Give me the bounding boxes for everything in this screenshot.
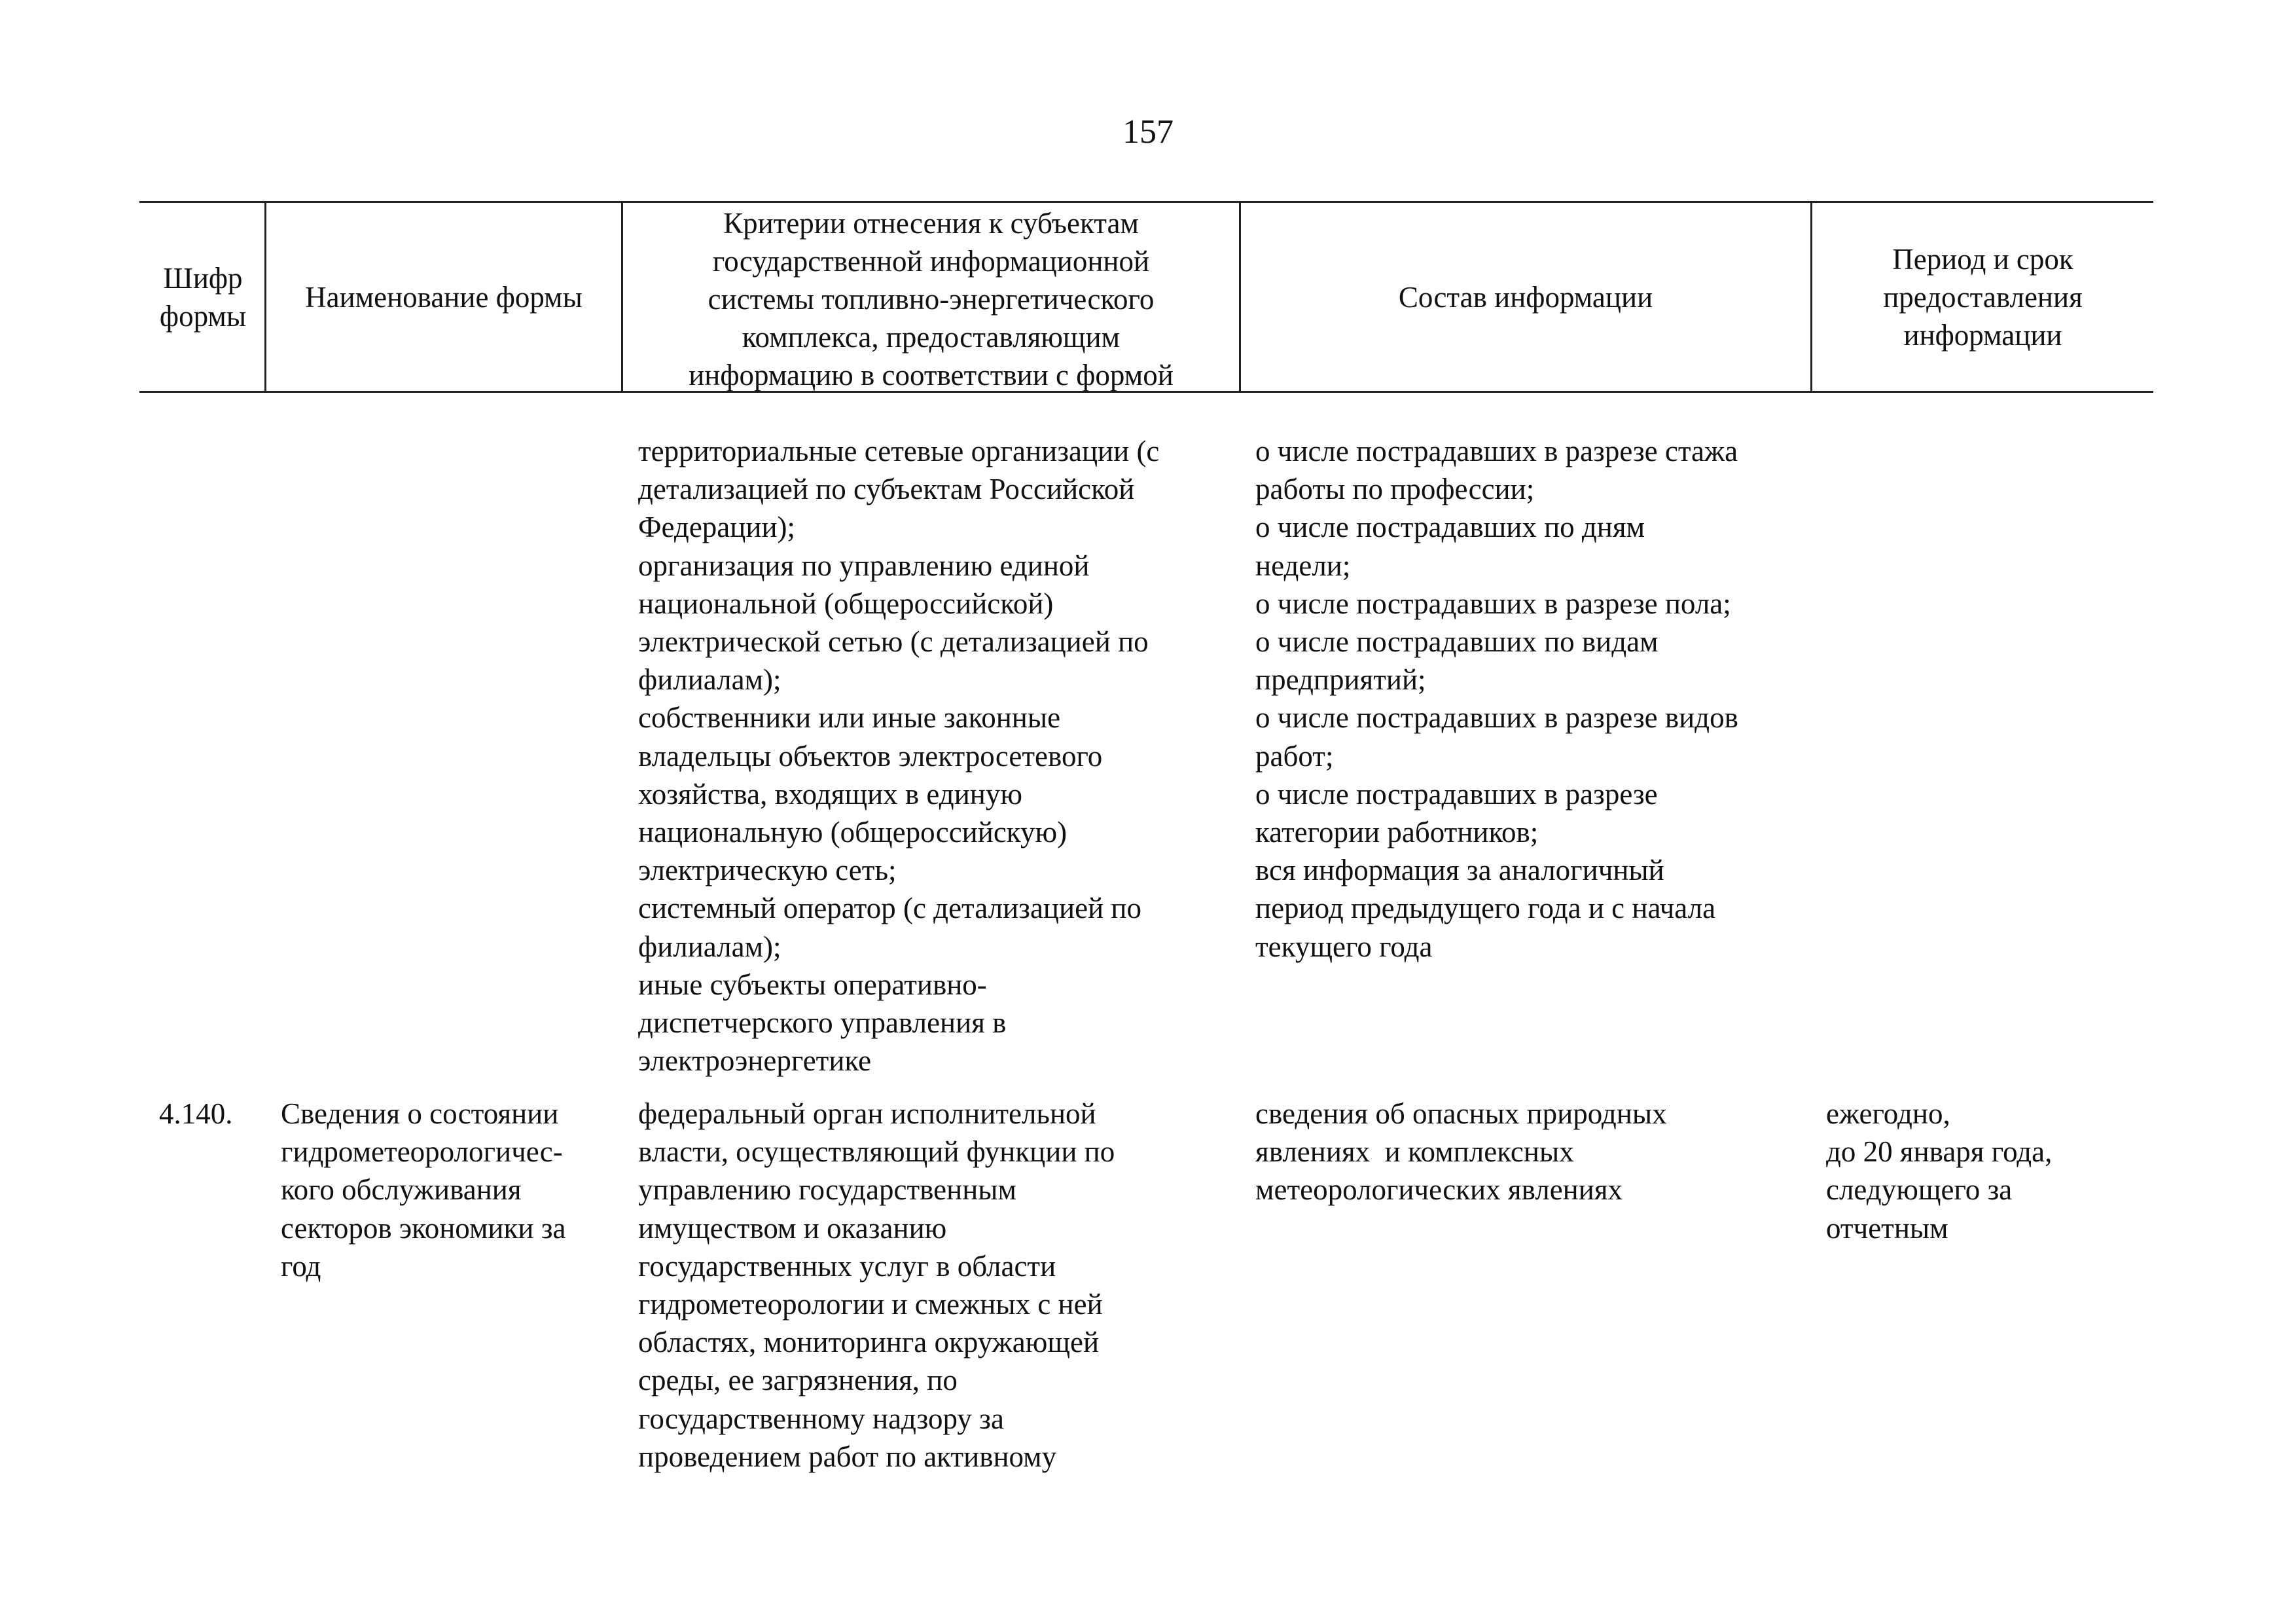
cell-form-name <box>281 1095 565 1285</box>
text-line: филиалам); <box>638 930 781 963</box>
text-line: владельцы объектов электросетевого <box>638 739 1103 773</box>
text-line: иные субъекты оперативно- <box>638 968 987 1001</box>
text-line: категории работников; <box>1255 816 1539 849</box>
text-line: метеорологических явлениях <box>1255 1173 1623 1207</box>
text-line: следующего за <box>1826 1173 2013 1207</box>
header-text-line: Период и срок <box>1892 243 2073 276</box>
text-line: областях, мониторинга окружающей <box>638 1326 1100 1359</box>
text-line: текущего года <box>1255 930 1433 963</box>
text-line: национальной (общероссийской) <box>638 587 1054 620</box>
text-line: управлению государственным <box>638 1173 1017 1207</box>
text-line: Сведения о состоянии <box>281 1097 559 1130</box>
text-line: государственному надзору за <box>638 1402 1004 1435</box>
page-number: 157 <box>1122 113 1174 151</box>
text-line: федеральный орган исполнительной <box>638 1097 1096 1130</box>
cell-composition <box>1255 1095 1667 1209</box>
header-top-rule <box>139 201 2153 203</box>
text-line: о числе пострадавших в разрезе <box>1255 777 1658 811</box>
text-line: работы по профессии; <box>1255 473 1535 506</box>
text-line: электроэнергетике <box>638 1044 872 1078</box>
header-text-line: Критерии отнесения к субъектам <box>723 207 1139 240</box>
cell-composition <box>1255 432 1738 966</box>
text-line: проведением работ по активному <box>638 1440 1057 1473</box>
text-line: вся информация за аналогичный <box>1255 854 1664 887</box>
text-line: территориальные сетевые организации (с <box>638 435 1160 467</box>
text-line: Федерации); <box>638 511 796 544</box>
text-line: филиалам); <box>638 663 781 697</box>
text-line: хозяйства, входящих в единую <box>638 777 1022 811</box>
header-text-line: государственной информационной <box>712 245 1150 278</box>
header-form-code <box>141 204 264 390</box>
header-text-line: комплекса, предоставляющим <box>742 321 1121 354</box>
text-line: электрическую сеть; <box>638 854 897 887</box>
text-line: диспетчерского управления в <box>638 1006 1007 1040</box>
text-line: государственных услуг в области <box>638 1249 1056 1283</box>
header-period <box>1812 204 2153 390</box>
header-form-name <box>266 204 621 390</box>
text-line: о числе пострадавших в разрезе видов <box>1255 701 1738 735</box>
header-criteria <box>623 204 1239 390</box>
text-line: о числе пострадавших в разрезе пола; <box>1255 587 1731 620</box>
text-line: национальную (общероссийскую) <box>638 816 1067 849</box>
text-line: гидрометеорологичес- <box>281 1135 563 1169</box>
text-line: до 20 января года, <box>1826 1135 2053 1169</box>
header-composition <box>1241 204 1810 390</box>
cell-period <box>1826 1095 2052 1247</box>
text-line: собственники или иные законные <box>638 701 1061 735</box>
cell-form-code <box>159 1095 233 1133</box>
text-line: власти, осуществляющий функции по <box>638 1135 1115 1169</box>
header-text-line: Шифр <box>163 262 243 295</box>
cell-criteria <box>638 1095 1115 1476</box>
text-line: недели; <box>1255 549 1351 582</box>
text-line: организация по управлению единой <box>638 549 1090 582</box>
text-line: период предыдущего года и с начала <box>1255 892 1716 925</box>
text-line: детализацией по субъектам Российской <box>638 473 1135 506</box>
text-line: секторов экономики за <box>281 1211 566 1245</box>
text-line: отчетным <box>1826 1211 1948 1245</box>
text-line: работ; <box>1255 739 1334 773</box>
header-text-line: системы топливно-энергетического <box>708 283 1155 316</box>
text-line: 4.140. <box>159 1097 233 1130</box>
header-text-line: предоставления <box>1883 281 2083 314</box>
text-line: имуществом и оказанию <box>638 1211 947 1245</box>
header-text-line: Наименование формы <box>305 281 583 314</box>
header-text-line: информацию в соответствии с формой <box>689 359 1174 392</box>
header-text-line: информации <box>1903 319 2062 352</box>
text-line: гидрометеорологии и смежных с ней <box>638 1288 1103 1321</box>
text-line: явлениях и комплексных <box>1255 1135 1574 1169</box>
text-line: системный оператор (с детализацией по <box>638 892 1141 925</box>
cell-criteria <box>638 432 1159 1080</box>
text-line: о числе пострадавших по дням <box>1255 511 1645 544</box>
text-line: электрической сетью (с детализацией по <box>638 625 1149 659</box>
text-line: сведения об опасных природных <box>1255 1097 1667 1130</box>
text-line: о числе пострадавших по видам <box>1255 625 1659 659</box>
header-text-line: формы <box>159 300 247 333</box>
text-line: кого обслуживания <box>281 1173 522 1207</box>
text-line: год <box>281 1249 321 1283</box>
text-line: о числе пострадавших в разрезе стажа <box>1255 435 1738 467</box>
text-line: ежегодно, <box>1826 1097 1950 1130</box>
text-line: среды, ее загрязнения, по <box>638 1364 958 1397</box>
header-text-line: Состав информации <box>1398 281 1653 314</box>
text-line: предприятий; <box>1255 663 1426 697</box>
